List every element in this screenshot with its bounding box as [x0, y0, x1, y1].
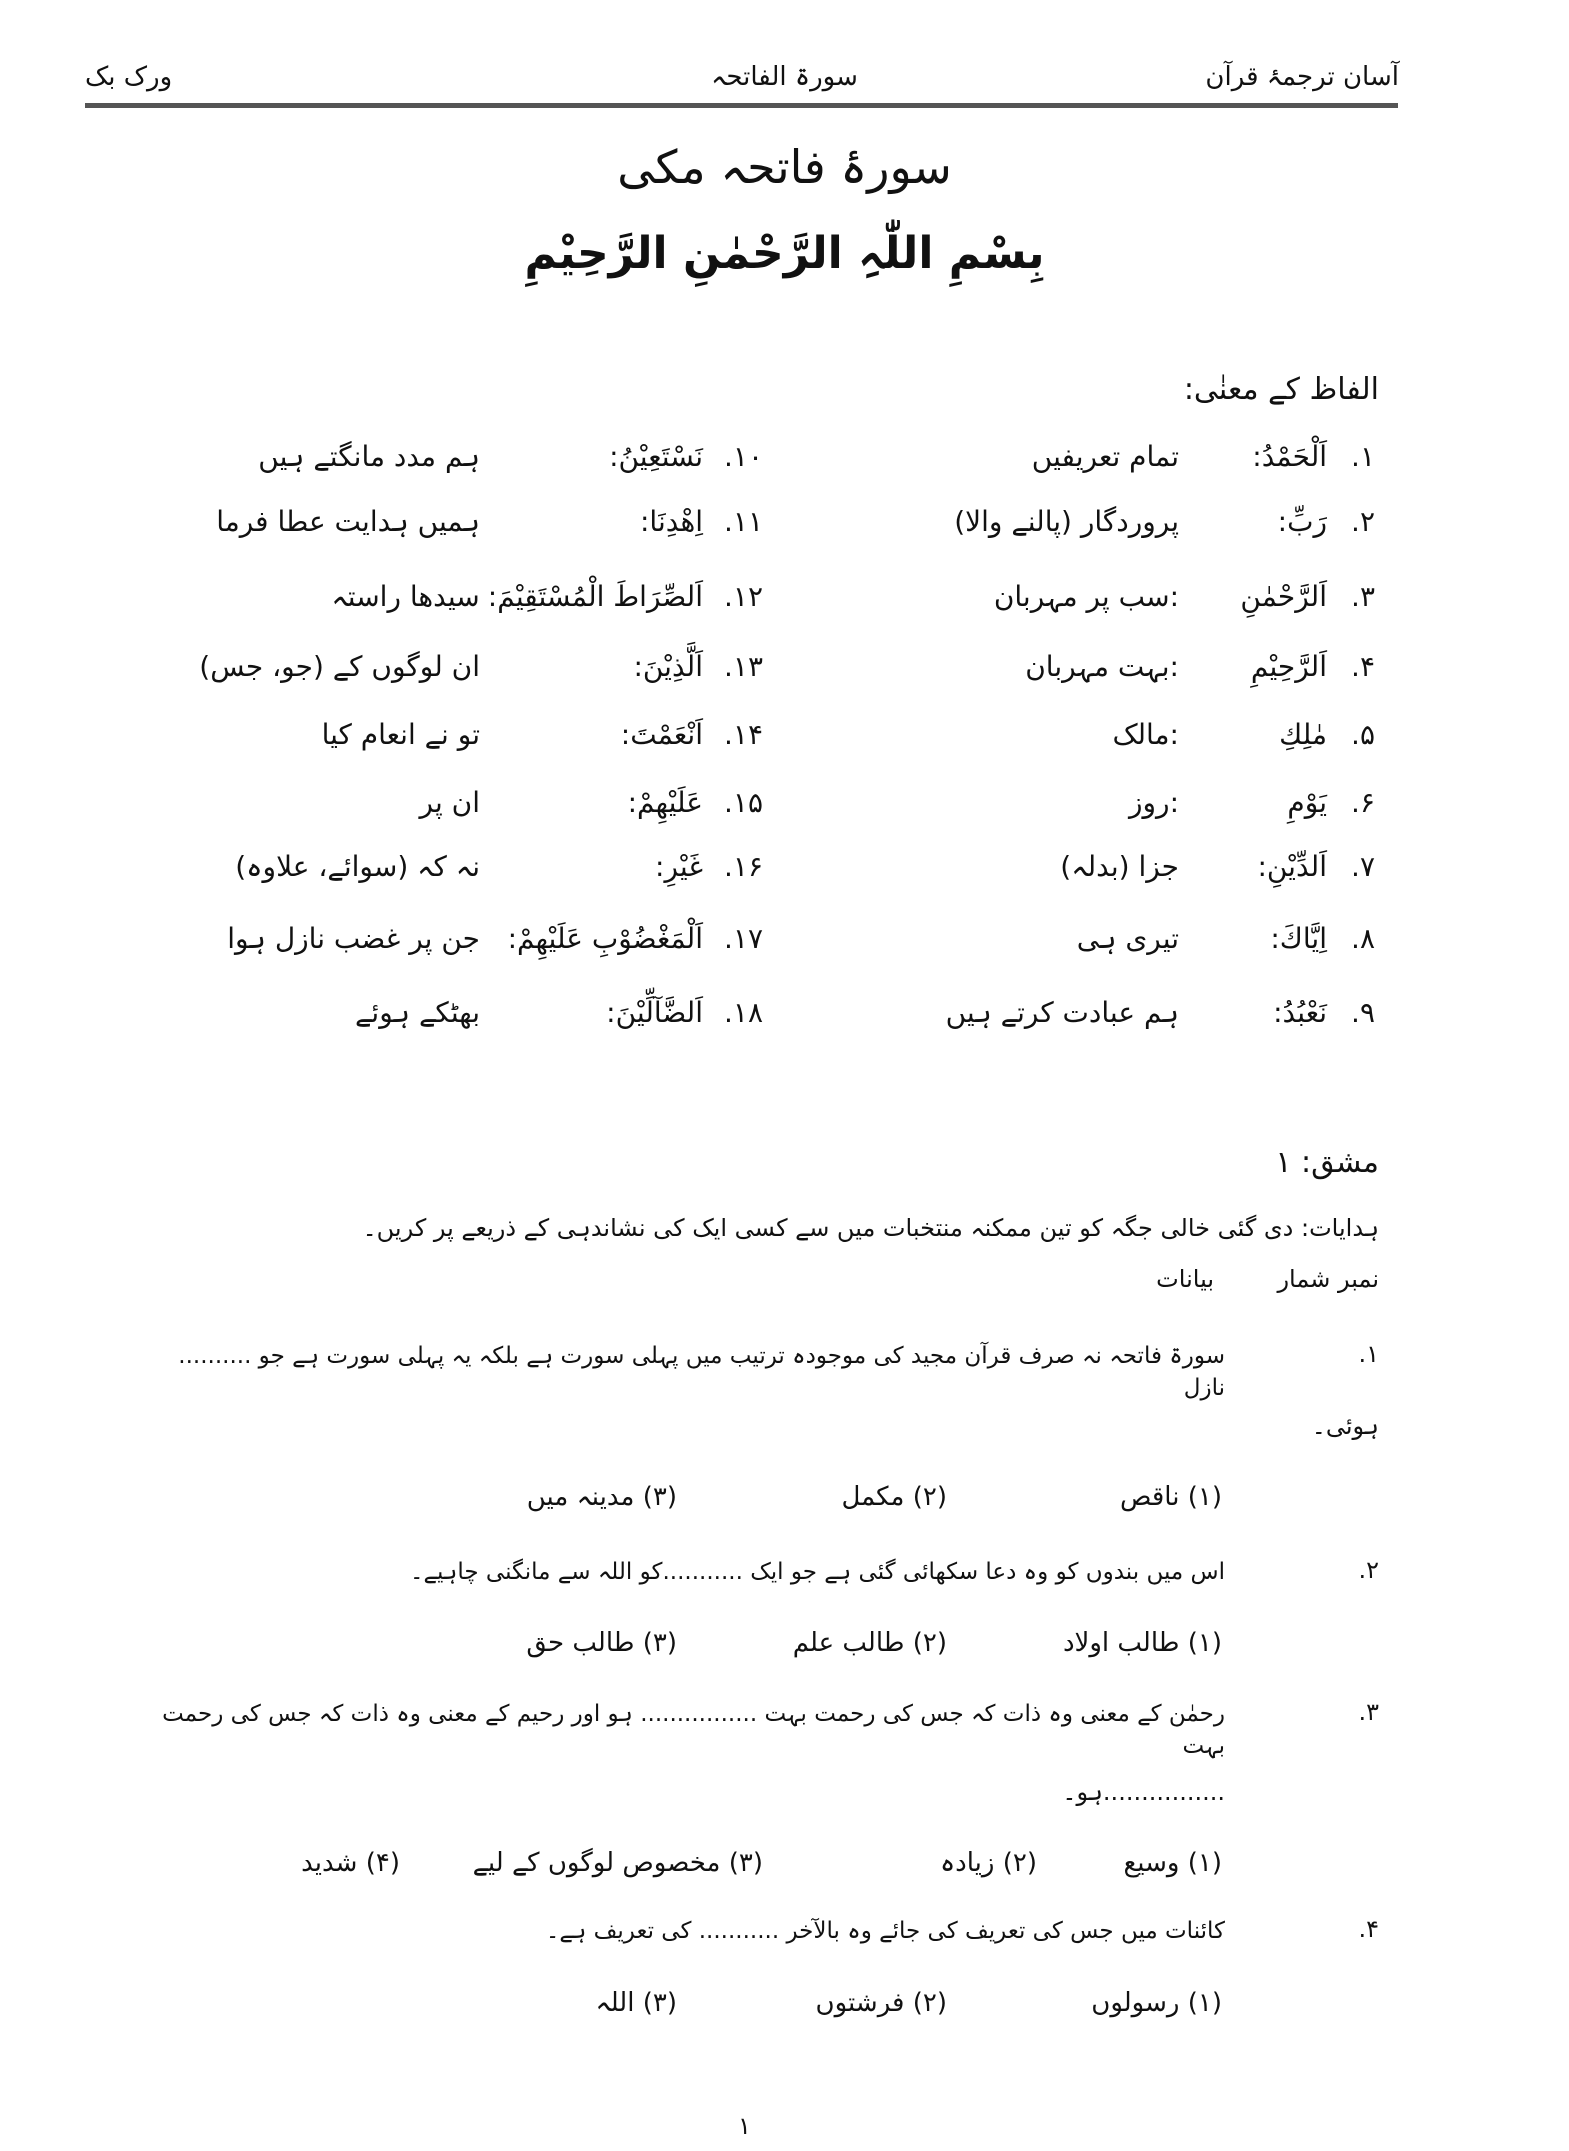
question-text-continued: ہوئی۔ — [1311, 1412, 1379, 1440]
vocab-item — [322, 718, 763, 751]
question-text: سورۃ فاتحہ نہ صرف قرآن مجید کی موجودہ ترتیب میں پہلی سورت ہے بلکہ یہ پہلی سورت ہے جو .......... نازل — [178, 1343, 1225, 1402]
question-text: کائنات میں جس کی تعریف کی جائے وہ بالآخر ........... کی تعریف ہے۔ — [545, 1918, 1225, 1944]
vocab-item-number: ۱۱. — [724, 505, 763, 538]
vocab-item — [227, 922, 763, 955]
vocab-item-meaning: نہ کہ (سوائے، علاوہ) — [235, 850, 480, 883]
vocab-item-meaning: :مالک — [1112, 718, 1179, 751]
answer-option: (۳) اللہ — [595, 1988, 677, 2018]
vocab-item-meaning: بھٹکے ہوئے — [355, 996, 480, 1029]
column-header-statements: بیانات — [1156, 1265, 1214, 1293]
vocab-item — [199, 650, 763, 683]
vocab-item-meaning: جزا (بدلہ) — [1060, 850, 1179, 883]
answer-option: (۳) مدینہ میں — [526, 1482, 677, 1512]
vocab-item-word: نَعْبُدُ: — [1273, 996, 1327, 1029]
vocab-item-word: اَلَّذِیْنَ: — [633, 650, 703, 683]
vocab-item-meaning: ہم مدد مانگتے ہیں — [258, 440, 480, 473]
answer-option: (۱) ناقص — [1120, 1482, 1222, 1512]
vocab-item-word: نَسْتَعِیْنُ: — [609, 440, 703, 473]
vocab-item-meaning: سیدھا راستہ — [331, 580, 480, 613]
vocab-item — [355, 996, 763, 1029]
vocab-item-meaning: تمام تعریفیں — [1031, 440, 1179, 473]
vocab-item-word: اِیَّاكَ: — [1270, 922, 1327, 955]
vocab-item — [420, 786, 763, 819]
vocab-item-number: ۱۲. — [724, 580, 763, 613]
page-title: سورۂ فاتحہ مکی — [617, 140, 952, 194]
vocab-item-word: غَیْرِ: — [655, 850, 703, 883]
vocab-item-meaning: تو نے انعام کیا — [321, 718, 480, 751]
vocab-item-meaning: ہمیں ہدایت عطا فرما — [216, 505, 480, 538]
answer-option: (۲) طالب علم — [792, 1628, 947, 1658]
vocab-item-word: اَلرَّحْمٰنِ — [1240, 580, 1327, 613]
answer-option: (۲) فرشتوں — [815, 1988, 947, 2018]
header-rule — [85, 103, 1398, 108]
answer-option: (۱) طالب اولاد — [1062, 1628, 1222, 1658]
vocab-item-number: ۳. — [1351, 580, 1375, 613]
question-text: رحمٰن کے معنی وہ ذات کہ جس کی رحمت بہت ................ ہو اور رحیم کے معنی وہ ذات کہ جس کی رحمت بہت — [162, 1701, 1225, 1760]
vocab-item-word: اَلضَّآلِّیْنَ: — [606, 996, 703, 1029]
vocab-item-meaning: :بہت مہربان — [1025, 650, 1179, 683]
header-surah-name: سورۃ الفاتحہ — [711, 62, 858, 92]
vocab-item-word: رَبِّ: — [1277, 505, 1327, 538]
vocab-item — [1129, 786, 1375, 819]
vocab-item-number: ۶. — [1351, 786, 1375, 819]
vocab-item-number: ۷. — [1351, 850, 1375, 883]
vocab-item-number: ۸. — [1351, 922, 1375, 955]
answer-option: (۲) مکمل — [841, 1482, 947, 1512]
question-number: ۴. — [1358, 1915, 1379, 1943]
question-number: ۲. — [1358, 1556, 1379, 1584]
vocab-item-meaning: جن پر غضب نازل ہوا — [227, 922, 480, 955]
header-workbook: ورک بک — [85, 62, 173, 92]
vocab-item-meaning: :روز — [1129, 786, 1179, 819]
vocab-item — [258, 440, 763, 473]
vocab-item-meaning: تیری ہی — [1076, 922, 1179, 955]
exercise-instructions: ہدایات: دی گئی خالی جگہ کو تین ممکنہ منتخبات میں سے کسی ایک کی نشاندہی کے ذریعے پر کریں۔ — [362, 1214, 1379, 1242]
vocab-item-number: ۴. — [1351, 650, 1375, 683]
vocab-item — [1077, 922, 1375, 955]
vocab-item — [946, 996, 1375, 1029]
exercise-heading: مشق: ۱ — [1275, 1145, 1379, 1180]
vocab-item — [954, 505, 1375, 538]
answer-option: (۲) زیادہ — [939, 1848, 1037, 1878]
vocab-item — [994, 580, 1375, 613]
vocab-item-number: ۹. — [1351, 996, 1375, 1029]
answer-option: (۱) وسیع — [1123, 1848, 1222, 1878]
vocab-heading: الفاظ کے معنٰی: — [1183, 372, 1379, 407]
vocab-item — [235, 850, 763, 883]
vocab-item-meaning: ان پر — [419, 786, 480, 819]
vocab-item-word: اَلرَّحِیْمِ — [1250, 650, 1327, 683]
question-number: ۱. — [1358, 1340, 1379, 1368]
vocab-item-number: ۱۴. — [724, 718, 763, 751]
bismillah: بِسْمِ اللّٰہِ الرَّحْمٰنِ الرَّحِیْمِ — [524, 228, 1045, 279]
vocab-item-word: اَلدِّیْنِ: — [1257, 850, 1327, 883]
page-number: ۱ — [738, 2112, 751, 2140]
vocab-item-word: یَوْمِ — [1287, 786, 1327, 819]
vocab-item-number: ۱. — [1351, 440, 1375, 473]
vocab-item-number: ۱۸. — [724, 996, 763, 1029]
vocab-item-word: اَلْمَغْضُوْبِ عَلَیْھِمْ: — [507, 922, 703, 955]
vocab-item-word: مٰلِكِ — [1279, 718, 1327, 751]
answer-option: (۱) رسولوں — [1091, 1988, 1222, 2018]
vocab-item-number: ۱۶. — [724, 850, 763, 883]
vocab-item-meaning: ہم عبادت کرتے ہیں — [945, 996, 1179, 1029]
vocab-item-number: ۲. — [1351, 505, 1375, 538]
vocab-item-word: اِھْدِنَا: — [640, 505, 703, 538]
vocab-item — [1025, 650, 1375, 683]
answer-option: (۳) طالب حق — [526, 1628, 677, 1658]
vocab-item-number: ۵. — [1351, 718, 1375, 751]
vocab-item-meaning: :سب پر مہربان — [993, 580, 1179, 613]
vocab-item — [1112, 718, 1375, 751]
vocab-item-meaning: ان لوگوں کے (جو، جس) — [199, 650, 480, 683]
vocab-item-number: ۱۳. — [724, 650, 763, 683]
answer-option: (۳) مخصوص لوگوں کے لیے — [472, 1848, 763, 1878]
vocab-item-meaning: پروردگار (پالنے والا) — [954, 505, 1179, 538]
question-text-continued: ................ہو۔ — [1062, 1778, 1225, 1806]
vocab-item-number: ۱۷. — [724, 922, 763, 955]
vocab-item — [1032, 440, 1375, 473]
vocab-item — [331, 580, 763, 613]
question-text: اس میں بندوں کو وہ دعا سکھائی گئی ہے جو ایک ...........کو اللہ سے مانگنی چاہیے۔ — [410, 1559, 1225, 1585]
vocab-item-number: ۱۰. — [724, 440, 763, 473]
vocab-item-word: عَلَیْھِمْ: — [627, 786, 703, 819]
vocab-item-word: اَلْحَمْدُ: — [1252, 440, 1327, 473]
question-number: ۳. — [1358, 1698, 1379, 1726]
column-header-number: نمبر شمار — [1277, 1265, 1379, 1293]
vocab-item-word: اَنْعَمْتَ: — [620, 718, 703, 751]
vocab-item — [1060, 850, 1375, 883]
vocab-item — [216, 505, 763, 538]
answer-option: (۴) شدید — [301, 1848, 400, 1878]
vocab-item-number: ۱۵. — [724, 786, 763, 819]
header-book-title: آسان ترجمۂ قرآن — [1205, 62, 1399, 92]
vocab-item-word: اَلصِّرَاطَ الْمُسْتَقِیْمَ: — [487, 580, 703, 613]
